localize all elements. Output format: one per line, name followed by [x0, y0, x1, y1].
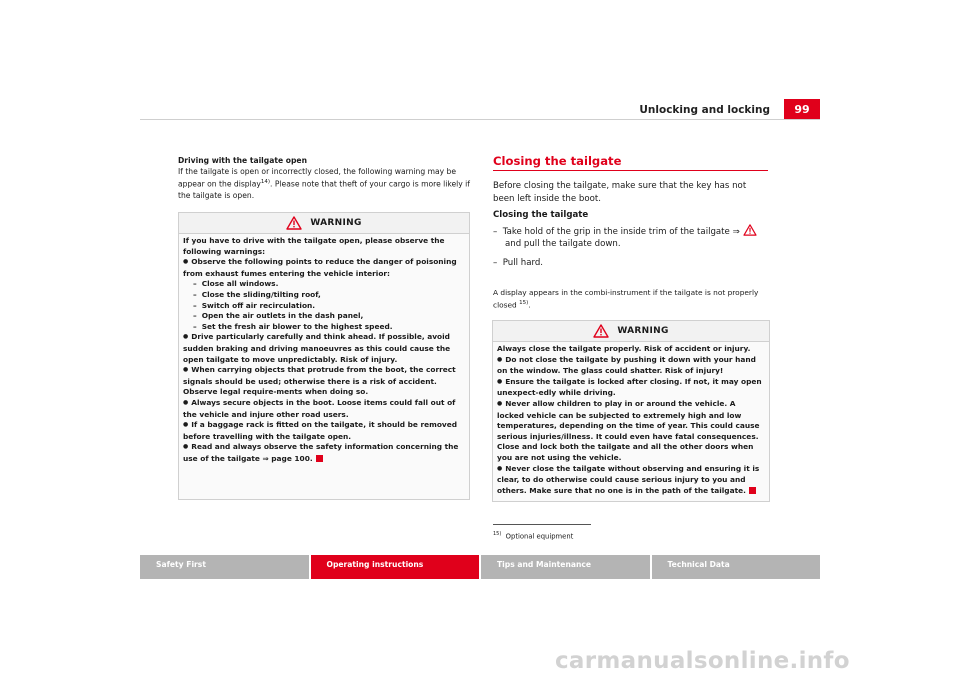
warning-bullet: ● Do not close the tailgate by pushing it down with your hand on the window. The glass could shatter. Risk of injury! — [497, 355, 765, 377]
note-text — [493, 288, 769, 311]
note-end: . — [528, 300, 531, 310]
step-1-text-b: and pull the tailgate down. — [505, 239, 621, 250]
warning-triangle-icon — [286, 216, 302, 230]
right-subhead: Closing the tailgate — [493, 210, 589, 221]
footnote-text: Optional equipment — [505, 532, 574, 541]
note-body: A display appears in the combi-instrument if the tailgate is not properly closed — [493, 288, 759, 310]
warning-bullet-last — [183, 442, 465, 464]
warning-dash-item: – Switch off air recirculation. — [183, 301, 465, 312]
header-divider — [140, 119, 820, 120]
footnote-number: 15) — [493, 531, 502, 537]
warning-bullet: ● If a baggage rack is fitted on the tailgate, it should be removed before travelling with the tailgate open. — [183, 420, 465, 442]
warning-b6-text: Read and always observe the safety information concerning the use of the tailgate — [183, 442, 459, 463]
end-of-section-icon — [749, 487, 756, 494]
warning-header — [179, 213, 469, 234]
tab-technical-data[interactable]: Technical Data — [652, 555, 821, 579]
warning-header — [493, 321, 769, 342]
warning-triangle-icon — [593, 324, 609, 338]
tab-operating-instructions[interactable]: Operating instructions — [311, 555, 482, 579]
page-number: 99 — [784, 99, 820, 120]
warning-bullet: ● Ensure the tailgate is locked after closing. If not, it may open unexpect-edly while driving. — [497, 377, 765, 399]
footnote — [493, 531, 573, 540]
step-2: – Pull hard. — [493, 257, 544, 268]
step-1-text-a: Take hold of the grip in the inside trim of the tailgate — [502, 226, 730, 237]
warning-label: WARNING — [617, 326, 669, 336]
warning-box-left — [178, 212, 470, 500]
left-intro-a: If the tailgate is open or incorrectly closed, the following warning may be appear on the display — [178, 167, 457, 189]
step-2-text: Pull hard. — [502, 257, 544, 268]
step-1: – Take hold of the grip in the inside trim of the tailgate ⇒ and pull the tailgate down. — [493, 224, 769, 251]
warning-bullet: ● Drive particularly carefully and think ahead. If possible, avoid sudden braking and driving manoeuvres as this could cause the open tailgate to move unpredictably. Risk of injury. — [183, 332, 465, 365]
warning-dash-item: – Close the sliding/tilting roof, — [183, 290, 465, 301]
tab-tips-and-maintenance[interactable]: Tips and Maintenance — [481, 555, 652, 579]
footnote-divider — [493, 524, 591, 525]
warning-dash-item: – Close all windows. — [183, 279, 465, 290]
left-intro-text — [178, 166, 470, 201]
right-body — [493, 180, 769, 270]
warning-bullet: ● Always secure objects in the boot. Loose items could fall out of the vehicle and injure other road users. — [183, 398, 465, 420]
warning-lead: If you have to drive with the tailgate open, please observe the following warnings: — [183, 236, 445, 256]
warning-body — [497, 344, 765, 496]
header-title: Unlocking and locking — [639, 104, 770, 116]
warning-triangle-icon — [743, 224, 757, 236]
warning-dash-item: – Open the air outlets in the dash panel, — [183, 311, 465, 322]
warning-lead: Always close the tailgate properly. Risk of accident or injury. — [497, 344, 751, 353]
warning-dash-item: – Set the fresh air blower to the highest speed. — [183, 322, 465, 333]
footer-nav — [140, 555, 820, 579]
left-subhead: Driving with the tailgate open — [178, 156, 307, 165]
watermark: carmanualsonline.info — [555, 648, 850, 674]
warning-body — [183, 236, 465, 464]
right-intro: Before closing the tailgate, make sure that the key has not been left inside the boot. — [493, 181, 747, 204]
arrow-icon: ⇒ — [262, 453, 269, 463]
warning-bullet: ● Never allow children to play in or around the vehicle. A locked vehicle can be subjected to extremely high and low temperatures, depending on the time of year. This could cause serious injuries/illness. It could even have fatal consequences. Close and lock both the tailgate and all the other doors when you are not using the vehicle. — [497, 399, 765, 464]
section-title-underline — [493, 170, 768, 171]
footnote-ref-15: 15) — [519, 300, 529, 307]
end-of-section-icon — [316, 455, 323, 462]
tab-safety-first[interactable]: Safety First — [140, 555, 311, 579]
warning-label: WARNING — [310, 218, 362, 228]
section-title: Closing the tailgate — [493, 154, 622, 168]
warning-bullet: ● When carrying objects that protrude from the boot, the correct signals should be used; otherwise there is a risk of accident. Observe legal require-ments when doing so. — [183, 365, 465, 398]
warning-bullet-last — [497, 464, 765, 497]
warning-box-right — [492, 320, 770, 502]
arrow-icon: ⇒ — [732, 226, 740, 237]
page-reference-link[interactable]: page 100. — [271, 453, 313, 463]
left-intro — [178, 155, 470, 201]
left-intro-b: . Please note that theft of your cargo is more likely if the tailgate is open. — [178, 179, 470, 201]
warning-bullet: ● Observe the following points to reduce the danger of poisoning from exhaust fumes entering the vehicle interior: — [183, 257, 465, 279]
footnote-ref-14: 14) — [260, 179, 271, 186]
warning-b4-text: Never close the tailgate without observing and ensuring it is clear, to do otherwise could cause serious injury to you and others. Make sure that no one is in the path of the tailgate. — [497, 463, 760, 495]
